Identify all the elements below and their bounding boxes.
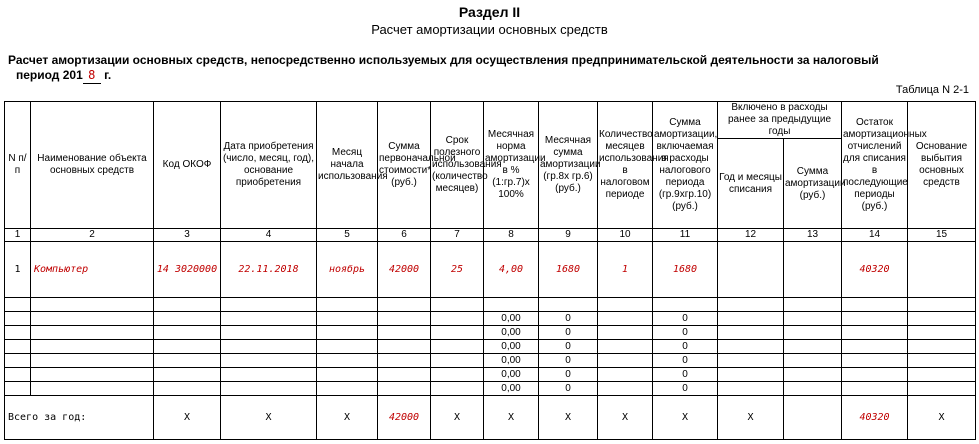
rate-cell[interactable]: 0,00 [484, 326, 539, 340]
column-number: 15 [908, 229, 976, 242]
total-date: X [221, 396, 317, 440]
reason-cell[interactable] [908, 242, 976, 298]
asset-name-cell[interactable]: Компьютер [31, 242, 154, 298]
total-month: X [317, 396, 378, 440]
header-prev-sum: Сумма амортизации (руб.) [784, 139, 842, 229]
column-number: 6 [378, 229, 431, 242]
header-prev-years-group: Включено в расходы ранее за предыдущие годы [718, 102, 842, 139]
column-number: 13 [784, 229, 842, 242]
total-prev-sum[interactable] [784, 396, 842, 440]
intro-line-2 [8, 68, 968, 84]
total-okof: X [154, 396, 221, 440]
table-row [5, 354, 976, 368]
months-used-cell[interactable]: 1 [598, 242, 653, 298]
column-number: 12 [718, 229, 784, 242]
header-monthly: Месячная сумма амортизации (гр.8x гр.6) (руб.) [539, 102, 598, 229]
column-number: 7 [431, 229, 484, 242]
header-reason: Основание выбытия основных средств [908, 102, 976, 229]
table-row [5, 326, 976, 340]
table-row [5, 382, 976, 396]
column-number: 9 [539, 229, 598, 242]
amount-cell[interactable]: 0 [653, 326, 718, 340]
amount-cell[interactable]: 0 [653, 354, 718, 368]
row-number[interactable]: 1 [5, 242, 31, 298]
amount-cell[interactable] [653, 298, 718, 312]
total-label: Всего за год: [5, 396, 154, 440]
prev-sum-cell[interactable] [784, 242, 842, 298]
header-amount: Сумма амортизации, включаемая в расходы налогового периода (гр.9xгр.10) (руб.) [653, 102, 718, 229]
column-numbers-row [5, 229, 976, 242]
column-number: 1 [5, 229, 31, 242]
initial-cost-cell[interactable]: 42000 [378, 242, 431, 298]
table-row [5, 340, 976, 354]
total-year-months: X [718, 396, 784, 440]
header-rate: Месячная норма амортизации в % (1:гр.7)x 100% [484, 102, 539, 229]
header-name: Наименование объекта основных средств [31, 102, 154, 229]
total-months: X [598, 396, 653, 440]
useful-life-cell[interactable]: 25 [431, 242, 484, 298]
intro-period-suffix: г. [100, 68, 112, 82]
rate-cell[interactable] [484, 298, 539, 312]
remaining-cell[interactable]: 40320 [842, 242, 908, 298]
header-month: Месяц начала использования [317, 102, 378, 229]
depreciation-table [4, 101, 976, 440]
total-monthly: X [539, 396, 598, 440]
total-amount: X [653, 396, 718, 440]
intro-line-1: Расчет амортизации основных средств, непосредственно используемых для осуществления предпринимательской деятельности за налоговый [8, 53, 879, 67]
total-term: X [431, 396, 484, 440]
monthly-cell[interactable]: 0 [539, 340, 598, 354]
amount-cell[interactable]: 0 [653, 368, 718, 382]
rate-cell[interactable]: 0,00 [484, 382, 539, 396]
amount-cell[interactable]: 0 [653, 340, 718, 354]
header-year-months: Год и месяцы списания [718, 139, 784, 229]
column-number: 4 [221, 229, 317, 242]
column-number: 11 [653, 229, 718, 242]
intro-period-prefix: период 201 [16, 68, 83, 82]
total-row [5, 396, 976, 440]
monthly-cell[interactable]: 0 [539, 368, 598, 382]
year-digit-field[interactable]: 8 [83, 68, 101, 84]
table-row [5, 312, 976, 326]
column-number: 14 [842, 229, 908, 242]
table-row [5, 368, 976, 382]
header-cost: Сумма первоначальной стоимости* (руб.) [378, 102, 431, 229]
total-reason: X [908, 396, 976, 440]
header-date: Дата приобретения (число, месяц, год), основание приобретения [221, 102, 317, 229]
period-amount-cell[interactable]: 1680 [653, 242, 718, 298]
monthly-cell[interactable]: 0 [539, 382, 598, 396]
header-n: N п/п [5, 102, 31, 229]
table-row [5, 242, 976, 298]
total-cost[interactable]: 42000 [378, 396, 431, 440]
amount-cell[interactable]: 0 [653, 312, 718, 326]
total-remaining[interactable]: 40320 [842, 396, 908, 440]
okof-code-cell[interactable]: 14 3020000 [154, 242, 221, 298]
column-number: 3 [154, 229, 221, 242]
amount-cell[interactable]: 0 [653, 382, 718, 396]
monthly-rate-cell[interactable]: 4,00 [484, 242, 539, 298]
monthly-cell[interactable]: 0 [539, 354, 598, 368]
intro-text [8, 53, 968, 84]
column-number: 2 [31, 229, 154, 242]
section-title: Раздел II [458, 4, 521, 20]
monthly-cell[interactable]: 0 [539, 312, 598, 326]
column-number: 5 [317, 229, 378, 242]
year-months-cell[interactable] [718, 242, 784, 298]
table-label: Таблица N 2-1 [895, 84, 969, 96]
monthly-amount-cell[interactable]: 1680 [539, 242, 598, 298]
start-month-cell[interactable]: ноябрь [317, 242, 378, 298]
monthly-cell[interactable] [539, 298, 598, 312]
rate-cell[interactable]: 0,00 [484, 312, 539, 326]
section-subtitle: Расчет амортизации основных средств [371, 22, 608, 37]
monthly-cell[interactable]: 0 [539, 326, 598, 340]
table-row [5, 298, 976, 312]
header-term: Срок полезного использования (количество месяцев) [431, 102, 484, 229]
total-rate: X [484, 396, 539, 440]
column-number: 10 [598, 229, 653, 242]
rate-cell[interactable]: 0,00 [484, 340, 539, 354]
header-okof: Код ОКОФ [154, 102, 221, 229]
acquisition-date-cell[interactable]: 22.11.2018 [221, 242, 317, 298]
rate-cell[interactable]: 0,00 [484, 354, 539, 368]
column-number: 8 [484, 229, 539, 242]
header-months: Количество месяцев использования в налоговом периоде [598, 102, 653, 229]
rate-cell[interactable]: 0,00 [484, 368, 539, 382]
header-remaining: Остаток амортизационных отчислений для списания в последующие периоды (руб.) [842, 102, 908, 229]
